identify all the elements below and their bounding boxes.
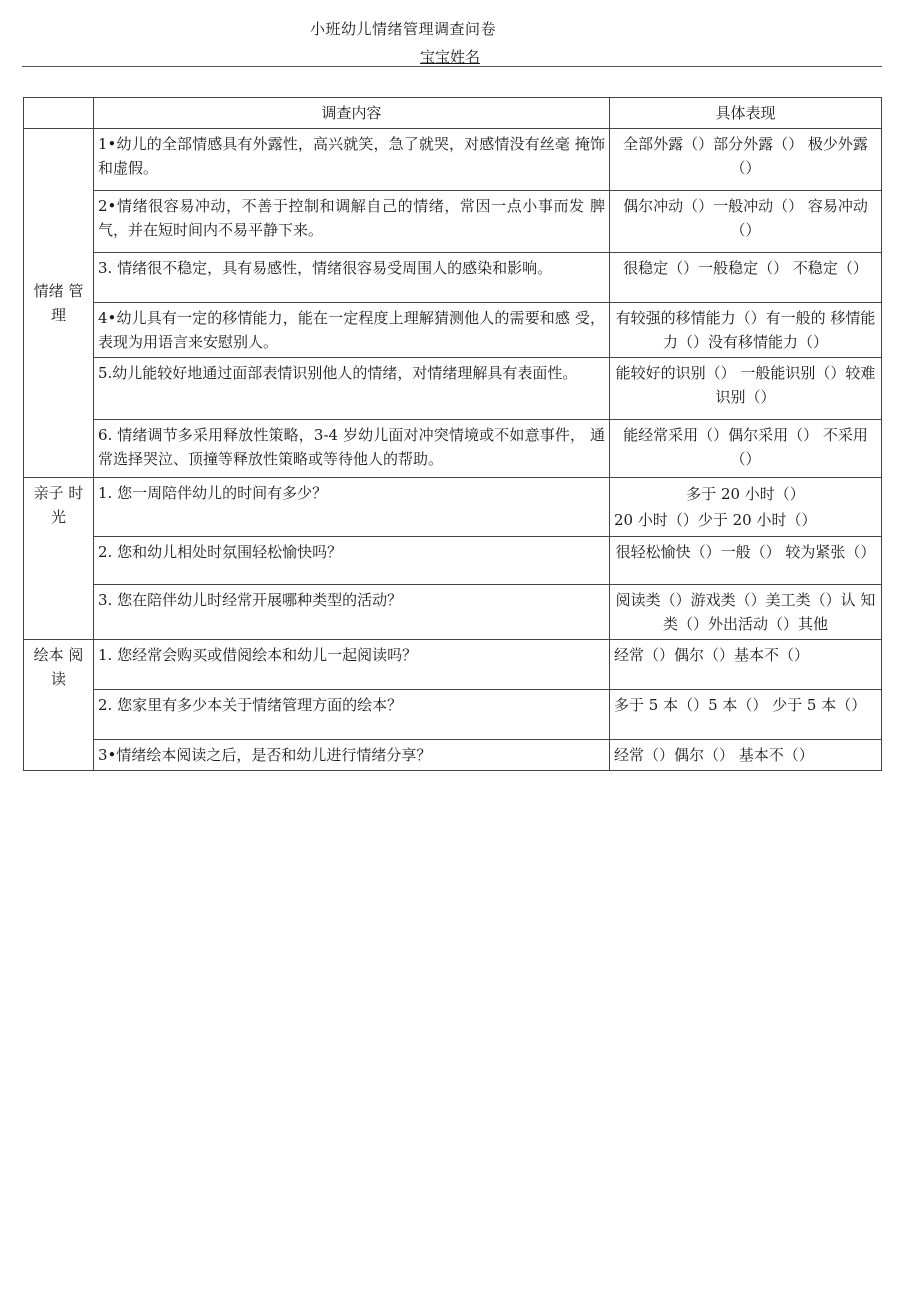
- table-row: [24, 585, 882, 640]
- answer-cell[interactable]: 经常（）偶尔（） 基本不（）: [610, 740, 882, 771]
- question-cell: 2•情绪很容易冲动，不善于控制和调解自己的情绪，常因一点小事而发 脾气，并在短时间内不易平静下来。: [94, 191, 610, 253]
- answer-cell[interactable]: 偶尔冲动（）一般冲动（） 容易冲动（）: [610, 191, 882, 253]
- answer-cell[interactable]: 有较强的移情能力（）有一般的 移情能力（）没有移情能力（）: [610, 303, 882, 358]
- question-cell: 5.幼儿能较好地通过面部表情识别他人的情绪，对情绪理解具有表面性。: [94, 358, 610, 420]
- answer-cell[interactable]: 能较好的识别（） 一般能识别（）较难识别（）: [610, 358, 882, 420]
- question-cell: 1•幼儿的全部情感具有外露性，高兴就笑，急了就哭，对感情没有丝毫 掩饰和虚假。: [94, 129, 610, 191]
- answer-cell[interactable]: 经常（）偶尔（）基本不（）: [610, 640, 882, 690]
- table-row: [24, 420, 882, 478]
- table-row: [24, 740, 882, 771]
- question-cell: 1. 您一周陪伴幼儿的时间有多少？: [94, 478, 610, 537]
- table-row: [24, 537, 882, 585]
- answer-line: 20 小时（）少于 20 小时（）: [614, 511, 817, 529]
- table-row: [24, 478, 882, 537]
- header-content: 调查内容: [94, 98, 610, 129]
- question-cell: 3•情绪绘本阅读之后，是否和幼儿进行情绪分享？: [94, 740, 610, 771]
- table-row: [24, 303, 882, 358]
- survey-table: [23, 97, 882, 771]
- answer-cell[interactable]: 很稳定（）一般稳定（） 不稳定（）: [610, 253, 882, 303]
- table-row: [24, 253, 882, 303]
- answer-cell[interactable]: [610, 478, 882, 537]
- header-divider: [22, 66, 882, 67]
- table-row: [24, 358, 882, 420]
- header-performance: 具体表现: [610, 98, 882, 129]
- section-picture-book-reading: 绘本 阅读: [24, 640, 94, 771]
- answer-cell[interactable]: 很轻松愉快（）一般（） 较为紧张（）: [610, 537, 882, 585]
- question-cell: 2. 您家里有多少本关于情绪管理方面的绘本？: [94, 690, 610, 740]
- question-cell: 1. 您经常会购买或借阅绘本和幼儿一起阅读吗？: [94, 640, 610, 690]
- answer-cell[interactable]: 能经常采用（）偶尔采用（） 不采用（）: [610, 420, 882, 478]
- header-blank: [24, 98, 94, 129]
- answer-cell[interactable]: 全部外露（）部分外露（） 极少外露（）: [610, 129, 882, 191]
- baby-name-field[interactable]: 宝宝姓名: [420, 48, 481, 66]
- answer-cell[interactable]: 多于 5 本（）5 本（） 少于 5 本（）: [610, 690, 882, 740]
- question-cell: 6. 情绪调节多采用释放性策略，3-4 岁幼儿面对冲突情境或不如意事件， 通常选择哭泣、顶撞等释放性策略或等待他人的帮助。: [94, 420, 610, 478]
- question-cell: 3. 您在陪伴幼儿时经常开展哪种类型的活动？: [94, 585, 610, 640]
- table-row: [24, 129, 882, 191]
- answer-cell[interactable]: 阅读类（）游戏类（）美工类（）认 知类（）外出活动（）其他: [610, 585, 882, 640]
- page-title: 小班幼儿情绪管理调查问卷: [310, 20, 497, 38]
- table-header-row: [24, 98, 882, 129]
- question-cell: 3. 情绪很不稳定，具有易感性，情绪很容易受周围人的感染和影响。: [94, 253, 610, 303]
- table-row: [24, 640, 882, 690]
- table-row: [24, 191, 882, 253]
- answer-line: 多于 20 小时（）: [686, 485, 805, 503]
- question-cell: 2. 您和幼儿相处时氛围轻松愉快吗？: [94, 537, 610, 585]
- table-row: [24, 690, 882, 740]
- section-emotion-management: 情绪 管理: [24, 129, 94, 478]
- question-cell: 4•幼儿具有一定的移情能力，能在一定程度上理解猜测他人的需要和感 受，表现为用语言来安慰别人。: [94, 303, 610, 358]
- section-parent-child-time: 亲子 时光: [24, 478, 94, 640]
